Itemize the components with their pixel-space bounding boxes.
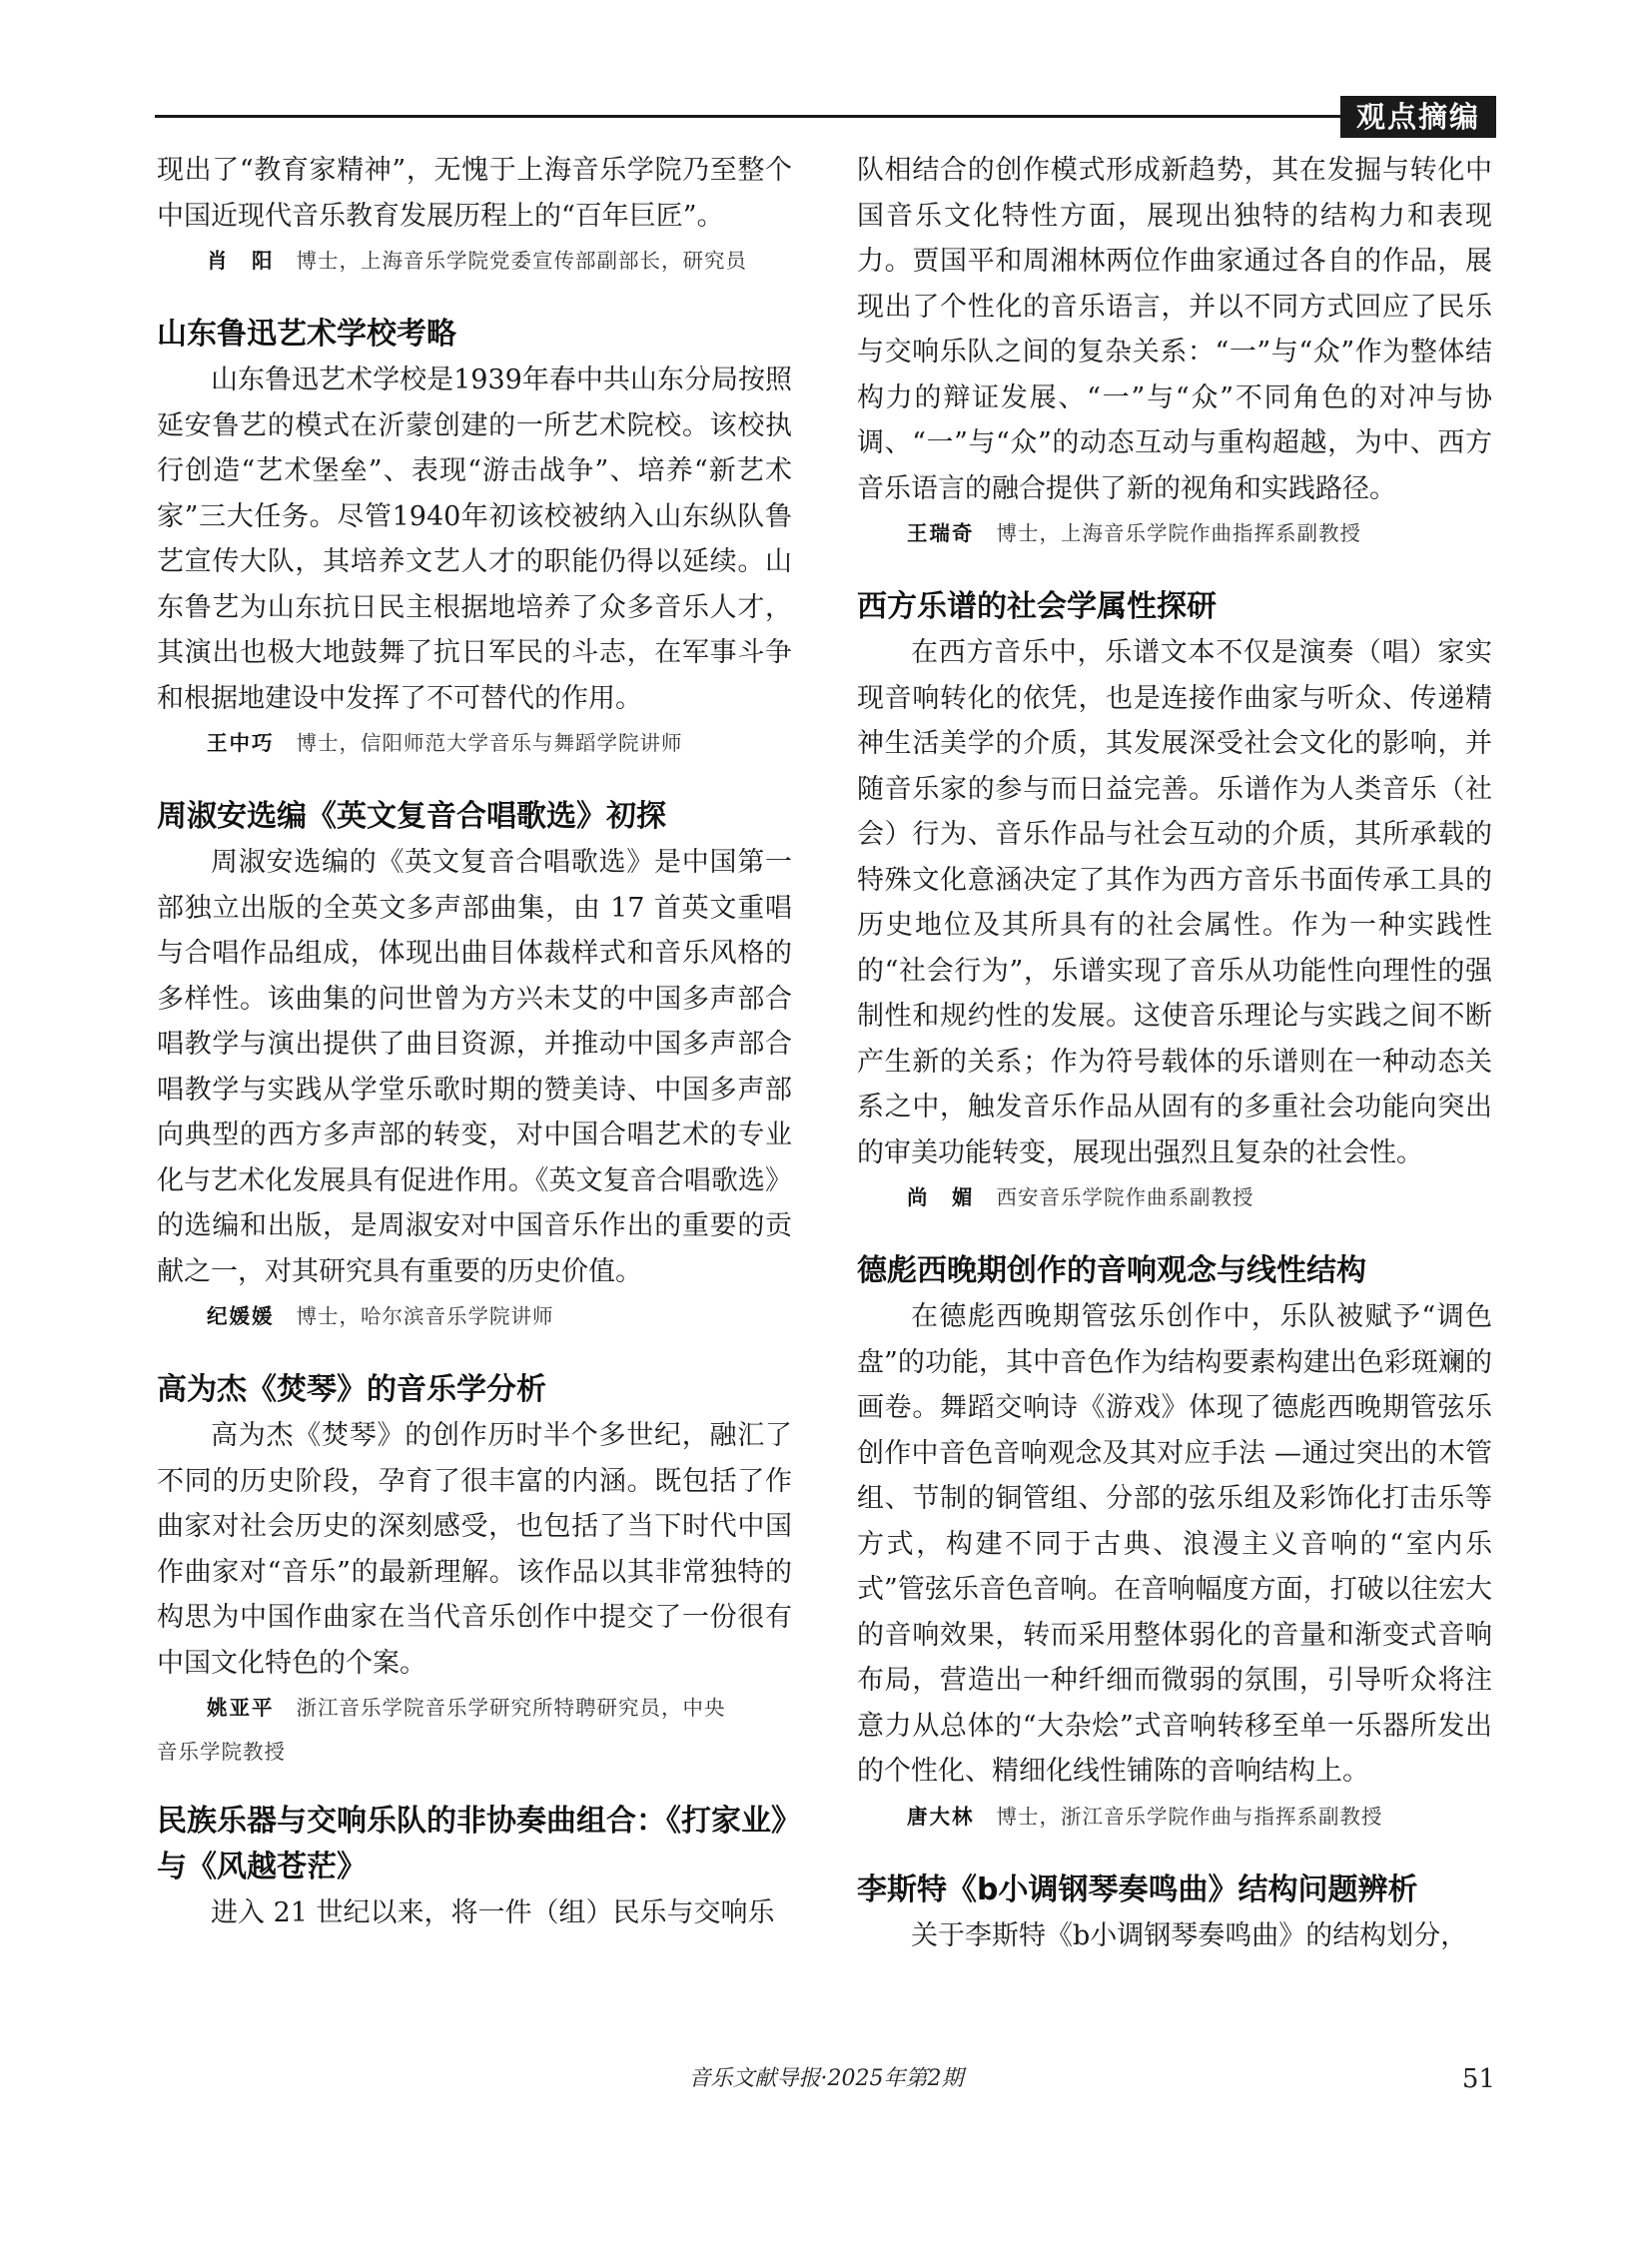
article-body: 在德彪西晚期管弦乐创作中，乐队被赋予“调色盘”的功能，其中音色作为结构要素构建出色彩斑斓的画卷。舞蹈交响诗《游戏》体现了德彪西晚期管弦乐创作中音色音响观念及其对应手法 —通过突出的木管组、节制的铜管组、分部的弦乐组及彩饰化打击乐等方式，构建不同于古典、浪漫主义音响的“室内乐式”管弦乐音色音响。在音响幅度方面，打破以往宏大的音响效果，转而采用整体弱化的音量和渐变式音响布局，营造出一种纤细而微弱的氛围，引导听众将注意力从总体的“大杂烩”式音响转移至单一乐器所发出的个性化、精细化线性铺陈的音响结构上。 <box>857 1301 1492 1787</box>
author-name: 姚亚平 <box>207 1696 275 1720</box>
article-body: 周淑安选编的《英文复音合唱歌选》是中国第一部独立出版的全英文多声部曲集，由 17 首英文重唱与合唱作品组成，体现出曲目体裁样式和音乐风格的多样性。该曲集的问世曾为方兴未艾的中国多声部合唱教学与演出提供了曲目资源，并推动中国多声部合唱教学与实践从学堂乐歌时期的赞美诗、中国多声部向典型的西方多声部的转变，对中国合唱艺术的专业化与艺术化发展具有促进作用。《英文复音合唱歌选》的选编和出版，是周淑安对中国音乐作出的重要的贡献之一，对其研究具有重要的历史价值。 <box>157 847 792 1287</box>
author-line <box>157 239 792 283</box>
article-body: 山东鲁迅艺术学校是1939年春中共山东分局按照延安鲁艺的模式在沂蒙创建的一所艺术院校。该校执行创造“艺术堡垒”、表现“游击战争”、培养“新艺术家”三大任务。尽管1940年初该校被纳入山东纵队鲁艺宣传大队，其培养文艺人才的职能仍得以延续。山东鲁艺为山东抗日民主根据地培养了众多音乐人才，其演出也极大地鼓舞了抗日军民的斗志，在军事斗争和根据地建设中发挥了不可替代的作用。 <box>157 365 792 714</box>
author-line <box>157 721 792 765</box>
author-line <box>857 1175 1492 1219</box>
page-number: 51 <box>1461 2064 1495 2094</box>
author-name: 王瑞奇 <box>907 521 975 545</box>
author-name: 尚 媚 <box>907 1185 975 1209</box>
author-line <box>857 1795 1492 1839</box>
author-credentials: 博士，上海音乐学院作曲指挥系副教授 <box>996 521 1361 545</box>
journal-name: 音乐文献导报·2025年第2期 <box>688 2066 964 2091</box>
continued-paragraph: 现出了“教育家精神”，无愧于上海音乐学院乃至整个中国近现代音乐教育发展历程上的“百年巨匠”。 <box>157 155 792 232</box>
author-line <box>157 1294 792 1338</box>
author-credentials: 博士，上海音乐学院党委宣传部副部长，研究员 <box>296 249 747 273</box>
author-credentials: 博士，浙江音乐学院作曲与指挥系副教授 <box>996 1804 1383 1829</box>
article-body: 在西方音乐中，乐谱文本不仅是演奏（唱）家实现音响转化的依凭，也是连接作曲家与听众、传递精神生活美学的介质，其发展深受社会文化的影响，并随音乐家的参与而日益完善。乐谱作为人类音乐（社会）行为、音乐作品与社会互动的介质，其所承载的特殊文化意涵决定了其作为西方音乐书面传承工具的历史地位及其所具有的社会属性。作为一种实践性的“社会行为”，乐谱实现了音乐从功能性向理性的强制性和规约性的发展。这使音乐理论与实践之间不断产生新的关系；作为符号载体的乐谱则在一种动态关系之中，触发音乐作品从固有的多重社会功能向突出的审美功能转变，展现出强烈且复杂的社会性。 <box>857 637 1492 1168</box>
article-body: 进入 21 世纪以来，将一件（组）民乐与交响乐 <box>211 1897 775 1928</box>
author-line <box>857 511 1492 555</box>
article-title: 西方乐谱的社会学属性探研 <box>857 589 1217 624</box>
continued-paragraph: 队相结合的创作模式形成新趋势，其在发掘与转化中国音乐文化特性方面，展现出独特的结构力和表现力。贾国平和周湘林两位作曲家通过各自的作品，展现出了个性化的音乐语言，并以不同方式回应了民乐与交响乐队之间的复杂关系：“一”与“众”作为整体结构力的辩证发展、“一”与“众”不同角色的对冲与协调、“一”与“众”的动态互动与重构超越，为中、西方音乐语言的融合提供了新的视角和实践路径。 <box>857 155 1492 504</box>
article-body: 关于李斯特《b小调钢琴奏鸣曲》的结构划分， <box>911 1919 1468 1951</box>
author-credentials-continued: 音乐学院教授 <box>157 1740 286 1764</box>
author-line <box>157 1686 792 1774</box>
author-credentials: 西安音乐学院作曲系副教授 <box>996 1185 1254 1209</box>
article-title: 高为杰《焚琴》的音乐学分析 <box>157 1372 546 1407</box>
article-title: 山东鲁迅艺术学校考略 <box>157 317 456 352</box>
article-body: 高为杰《焚琴》的创作历时半个多世纪，融汇了不同的历史阶段，孕育了很丰富的内涵。既包括了作曲家对社会历史的深刻感受，也包括了当下时代中国作曲家对“音乐”的最新理解。该作品以其非常独特的构思为中国作曲家在当代音乐创作中提交了一份很有中国文化特色的个案。 <box>157 1420 792 1679</box>
section-tag: 观点摘编 <box>1340 96 1496 138</box>
author-credentials: 博士，信阳师范大学音乐与舞蹈学院讲师 <box>296 731 683 755</box>
page-footer <box>157 2059 1495 2099</box>
article-title: 周淑安选编《英文复音合唱歌选》初探 <box>157 799 666 834</box>
author-credentials: 浙江音乐学院音乐学研究所特聘研究员，中央 <box>296 1696 726 1720</box>
author-name: 纪媛媛 <box>207 1304 275 1328</box>
header-rule <box>155 115 1493 118</box>
article-title: 民族乐器与交响乐队的非协奏曲组合：《打家业》与《风越苍茫》 <box>157 1804 786 1884</box>
article-title: 李斯特《b小调钢琴奏鸣曲》结构问题辨析 <box>857 1871 1418 1907</box>
right-column <box>857 148 1492 1958</box>
author-name: 唐大林 <box>907 1804 975 1829</box>
left-column <box>157 148 792 1936</box>
article-title: 德彪西晚期创作的音响观念与线性结构 <box>857 1253 1366 1288</box>
author-name: 肖 阳 <box>207 249 275 273</box>
author-name: 王中巧 <box>207 731 275 755</box>
author-credentials: 博士，哈尔滨音乐学院讲师 <box>296 1304 554 1328</box>
